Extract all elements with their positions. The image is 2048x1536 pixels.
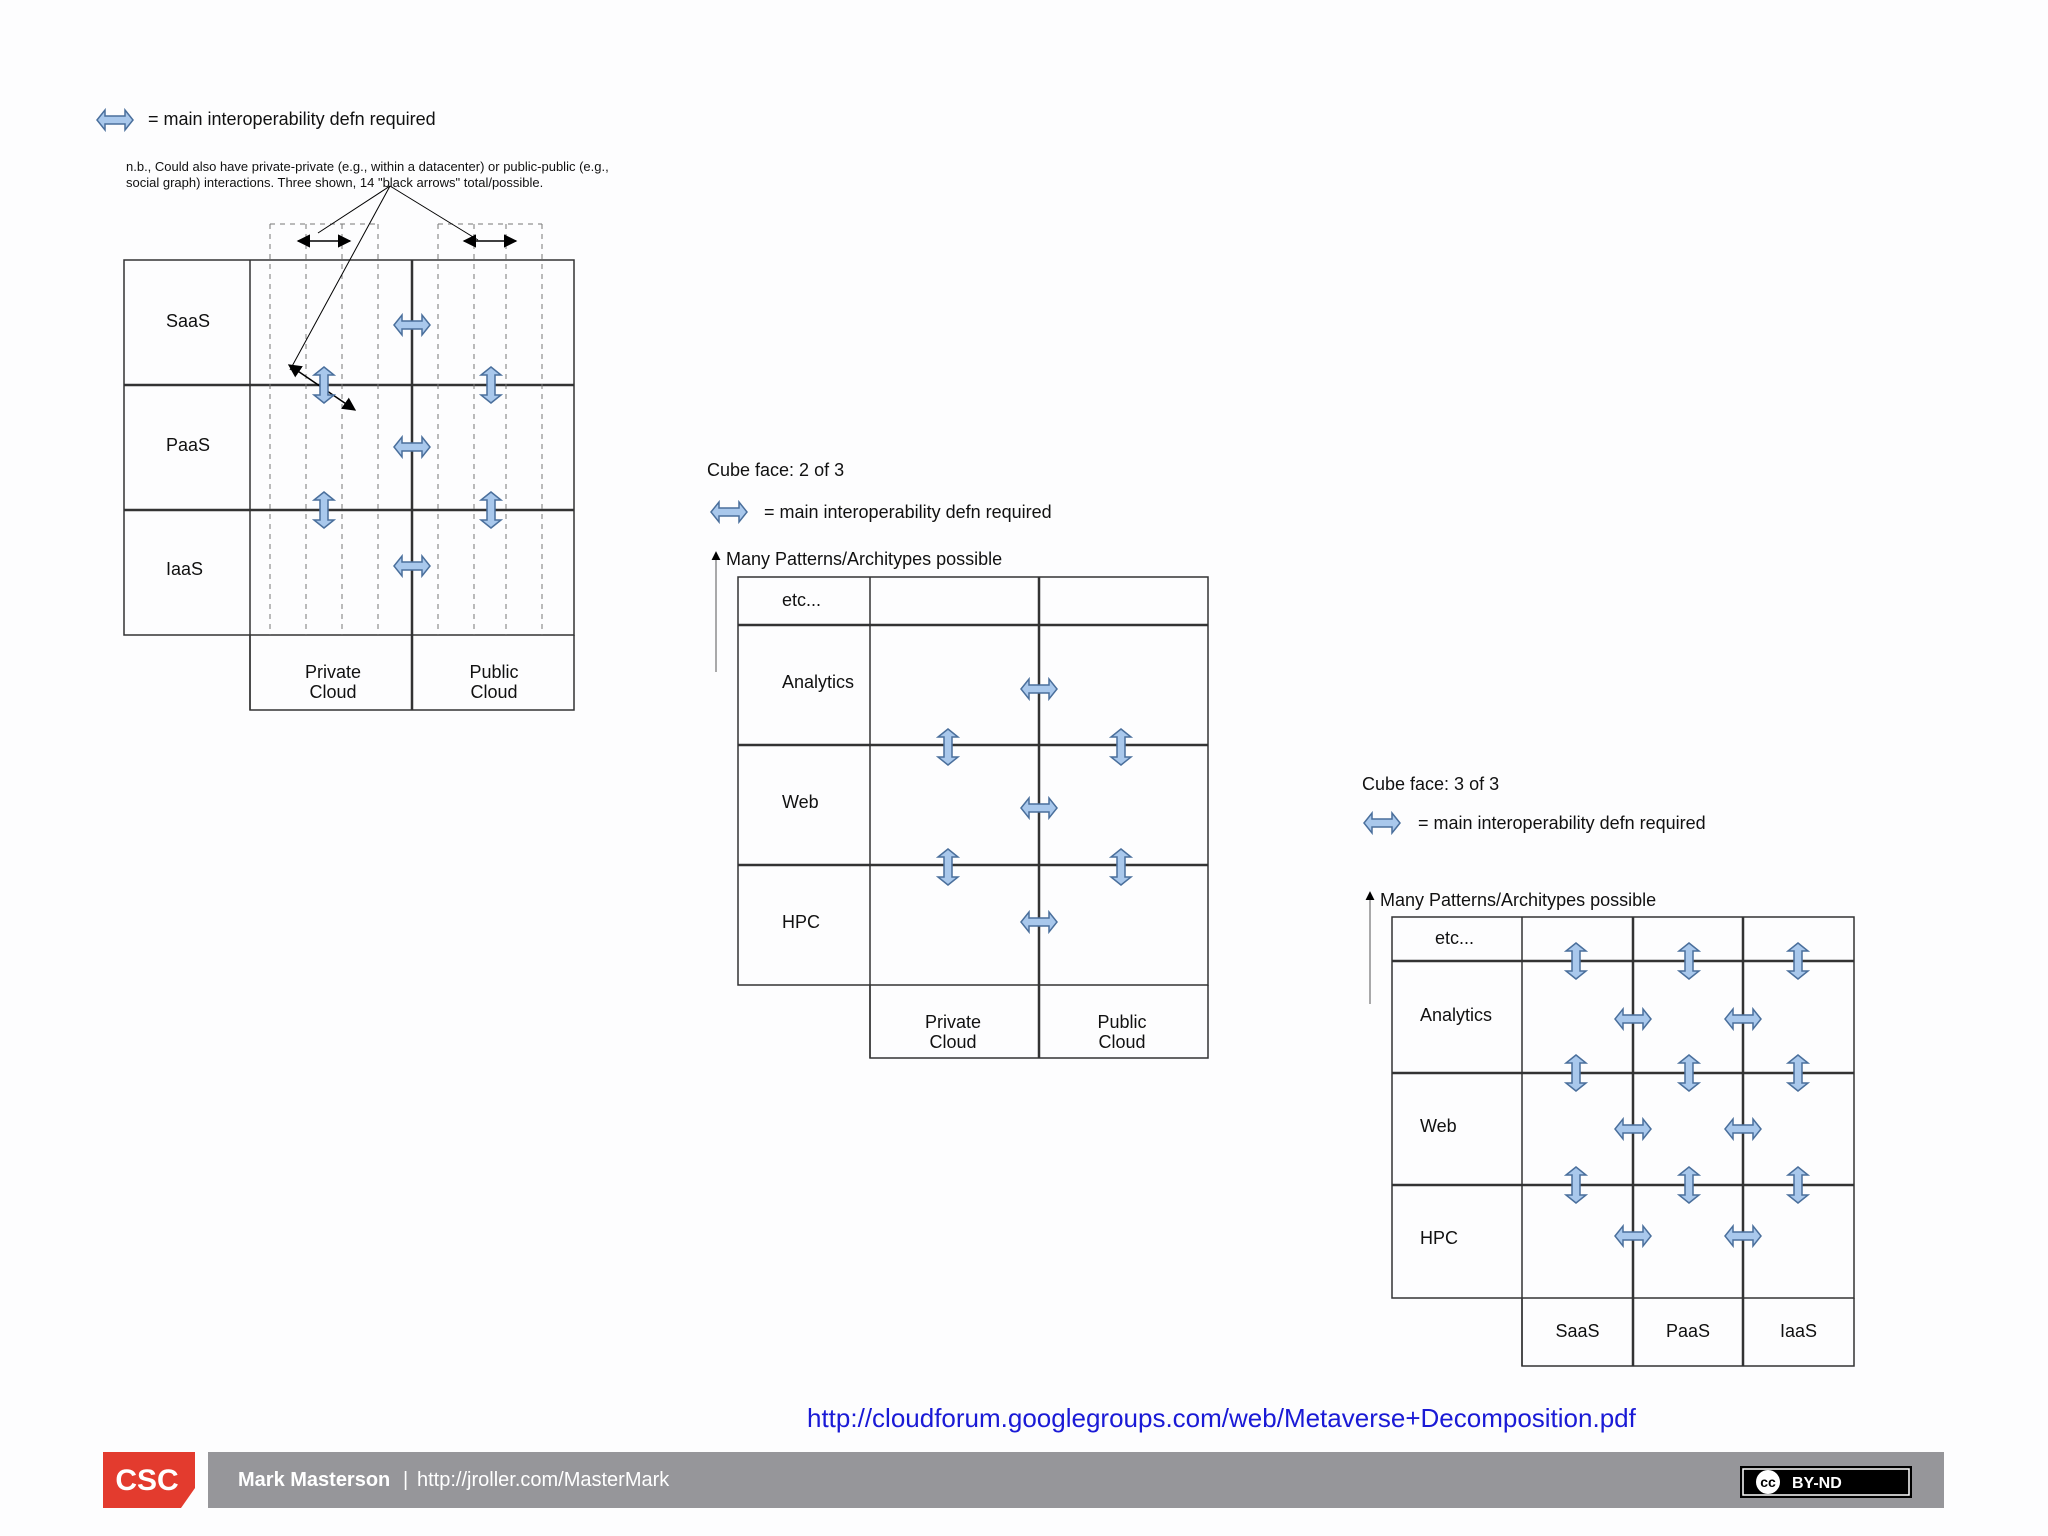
interop-double-arrow-icon bbox=[938, 729, 958, 765]
face3-row-hpc: HPC bbox=[1420, 1228, 1459, 1248]
face1-note: n.b., Could also have private-private (e.g., within a datacenter) or public-public (e.g., social graph) interactions. Three shown, 14 "black arrows" total/possible. bbox=[126, 159, 609, 190]
face3-legend-text: = main interoperability defn required bbox=[1418, 813, 1706, 833]
csc-logo-text: CSC bbox=[115, 1464, 179, 1497]
face2-col-public-cloud: Public Cloud bbox=[1097, 1012, 1147, 1052]
face1-col-private-cloud: Private Cloud bbox=[304, 662, 362, 702]
face2-legend-text: = main interoperability defn required bbox=[764, 502, 1052, 522]
face2-axis-note: Many Patterns/Architypes possible bbox=[726, 549, 1003, 569]
source-link[interactable]: http://cloudforum.googlegroups.com/web/Metaverse+Decomposition.pdf bbox=[807, 1403, 1636, 1433]
face1-row-saas: SaaS bbox=[166, 311, 211, 331]
footer-url: http://jroller.com/MasterMark bbox=[417, 1469, 670, 1491]
footer-separator: | bbox=[403, 1469, 409, 1491]
interop-double-arrow-icon bbox=[1111, 849, 1131, 885]
face3-col-paas: PaaS bbox=[1665, 1321, 1711, 1341]
face3-col-saas: SaaS bbox=[1555, 1321, 1600, 1341]
face2-legend-double-arrow-icon bbox=[711, 502, 747, 522]
face2-row-analytics: Analytics bbox=[782, 672, 855, 692]
face3-legend-double-arrow-icon bbox=[1364, 813, 1400, 833]
face2-row-etc: etc... bbox=[782, 590, 822, 610]
interop-double-arrow-icon bbox=[938, 849, 958, 885]
face3-row-analytics: Analytics bbox=[1420, 1005, 1493, 1025]
face2-col-private-cloud: Private Cloud bbox=[924, 1012, 982, 1052]
face1-col-public-cloud: Public Cloud bbox=[469, 662, 519, 702]
face3-col-iaas: IaaS bbox=[1779, 1321, 1818, 1341]
face1-grid bbox=[124, 224, 574, 710]
face1-row-iaas: IaaS bbox=[166, 559, 204, 579]
cc-badge-license: BY-ND bbox=[1792, 1475, 1842, 1492]
legend-text: = main interoperability defn required bbox=[148, 109, 436, 129]
face2-row-web: Web bbox=[782, 792, 819, 812]
face2-row-hpc: HPC bbox=[782, 912, 821, 932]
face1-row-paas: PaaS bbox=[166, 435, 211, 455]
face3-title: Cube face: 3 of 3 bbox=[1362, 774, 1500, 794]
creative-commons-icon bbox=[1740, 1466, 1912, 1498]
face3-axis-note: Many Patterns/Architypes possible bbox=[1380, 890, 1657, 910]
footer-author: Mark Masterson bbox=[238, 1469, 391, 1491]
csc-logo bbox=[103, 1452, 195, 1508]
legend-double-arrow-icon bbox=[97, 110, 133, 130]
interop-double-arrow-icon bbox=[1111, 729, 1131, 765]
face2-title: Cube face: 2 of 3 bbox=[707, 460, 845, 480]
face3-row-etc: etc... bbox=[1435, 928, 1475, 948]
cc-badge-cc: cc bbox=[1760, 1474, 1776, 1490]
face3-row-web: Web bbox=[1420, 1116, 1457, 1136]
